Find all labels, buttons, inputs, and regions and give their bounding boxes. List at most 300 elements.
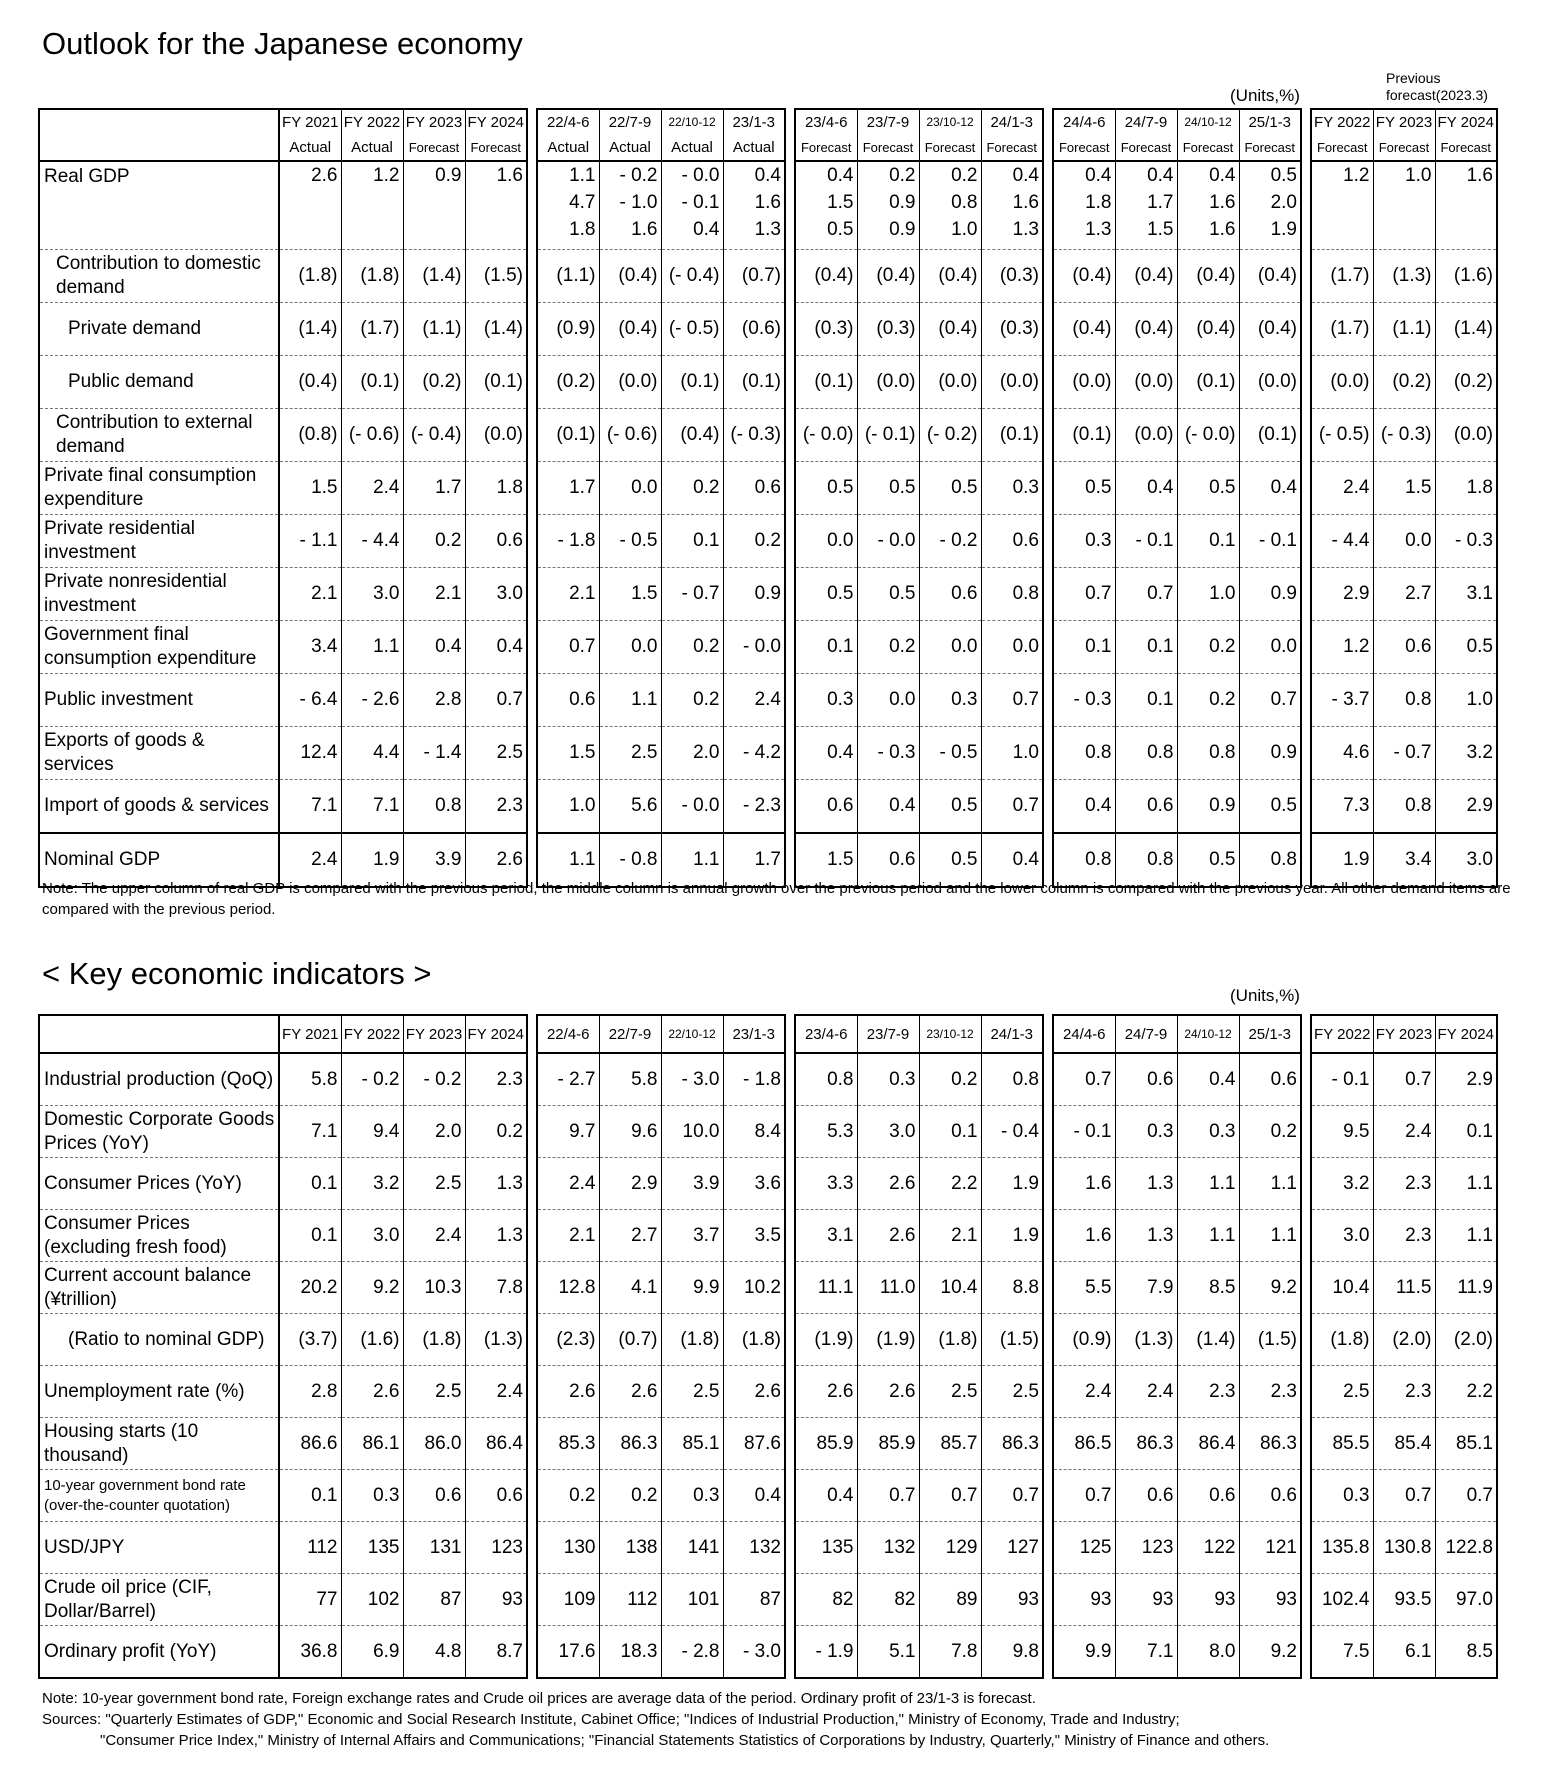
- column-header: [661, 109, 723, 161]
- column-header: 25/1-3: [1239, 1015, 1301, 1053]
- row-label: Unemployment rate (%): [39, 1366, 279, 1418]
- row-label: Crude oil price (CIF, Dollar/Barrel): [39, 1574, 279, 1626]
- group-gap: [527, 621, 537, 674]
- value-cell: 9.2: [1239, 1262, 1301, 1314]
- value-cell: 2.3: [465, 1053, 527, 1106]
- value-cell: (1.4): [1177, 1314, 1239, 1366]
- value-cell: 2.6: [465, 833, 527, 887]
- value-cell: 8.7: [465, 1626, 527, 1679]
- sources-line-2: "Consumer Price Index," Ministry of Internal Affairs and Communications; "Financial Statements Statistics of Corporations by Industry, Quarterly," Ministry of Finance and others.: [100, 1732, 1270, 1749]
- value-cell: 6.1: [1373, 1626, 1435, 1679]
- value-cell: 2.3: [465, 780, 527, 834]
- value-cell: 17.6: [537, 1626, 599, 1679]
- value-cell: 1.0: [537, 780, 599, 834]
- value-cell: 82: [795, 1574, 857, 1626]
- real-gdp-lower-value: 1.6: [631, 219, 658, 240]
- value-cell: 1.7: [537, 462, 599, 515]
- value-cell: 0.5: [919, 833, 981, 887]
- value-cell: 138: [599, 1522, 661, 1574]
- value-cell: 0.9: [1239, 568, 1301, 621]
- group-gap: [785, 356, 795, 409]
- value-cell: (0.0): [1053, 356, 1115, 409]
- group-gap: [1043, 303, 1053, 356]
- value-cell: 85.3: [537, 1418, 599, 1470]
- group-gap: [527, 462, 537, 515]
- real-gdp-middle-value: [404, 189, 462, 216]
- value-cell: 2.5: [661, 1366, 723, 1418]
- value-cell: 109: [537, 1574, 599, 1626]
- group-gap: [527, 303, 537, 356]
- value-cell: (0.7): [723, 250, 785, 303]
- row-label: Government final consumption expenditure: [39, 621, 279, 674]
- value-cell: 2.6: [857, 1158, 919, 1210]
- group-gap: [527, 515, 537, 568]
- value-cell: 0.3: [1053, 515, 1115, 568]
- value-cell: 1.1: [1435, 1158, 1497, 1210]
- real-gdp-cell: [661, 161, 723, 250]
- real-gdp-lower-value: 1.3: [754, 219, 781, 240]
- column-period: FY 2022: [1314, 114, 1371, 131]
- value-cell: 3.2: [341, 1158, 403, 1210]
- group-gap: [785, 1053, 795, 1106]
- value-cell: (1.4): [465, 303, 527, 356]
- value-cell: 4.4: [341, 727, 403, 780]
- value-cell: 0.7: [981, 674, 1043, 727]
- group-gap: [785, 674, 795, 727]
- value-cell: 85.7: [919, 1418, 981, 1470]
- value-cell: 0.7: [465, 674, 527, 727]
- real-gdp-lower-value: 0.9: [889, 219, 916, 240]
- value-cell: 86.5: [1053, 1418, 1115, 1470]
- value-cell: 86.1: [341, 1418, 403, 1470]
- real-gdp-lower-value: [1312, 216, 1370, 243]
- value-cell: 10.4: [919, 1262, 981, 1314]
- value-cell: 2.1: [537, 568, 599, 621]
- value-cell: 2.9: [1435, 780, 1497, 834]
- value-cell: 2.2: [919, 1158, 981, 1210]
- value-cell: 3.5: [723, 1210, 785, 1262]
- value-cell: 3.6: [723, 1158, 785, 1210]
- group-gap: [1043, 1262, 1053, 1314]
- row-label: Contribution to external demand: [39, 409, 279, 462]
- value-cell: 1.9: [341, 833, 403, 887]
- value-cell: (1.8): [341, 250, 403, 303]
- value-cell: (1.1): [403, 303, 465, 356]
- value-cell: 0.6: [981, 515, 1043, 568]
- real-gdp-cell: [599, 161, 661, 250]
- value-cell: 85.1: [661, 1418, 723, 1470]
- value-cell: (0.0): [1435, 409, 1497, 462]
- value-cell: 1.3: [465, 1158, 527, 1210]
- group-gap: [1043, 1106, 1053, 1158]
- real-gdp-lower-value: [1436, 216, 1494, 243]
- column-status: Forecast: [800, 140, 852, 155]
- value-cell: 2.3: [1177, 1366, 1239, 1418]
- value-cell: 3.0: [465, 568, 527, 621]
- row-label: Domestic Corporate Goods Prices (YoY): [39, 1106, 279, 1158]
- value-cell: - 0.0: [857, 515, 919, 568]
- row-label: Public demand: [39, 356, 279, 409]
- indicator-row: [39, 1314, 1497, 1366]
- value-cell: - 1.1: [279, 515, 341, 568]
- previous-forecast-line1: Previous: [1386, 70, 1441, 86]
- column-period: 23/4-6: [804, 114, 848, 131]
- value-cell: 0.7: [857, 1470, 919, 1522]
- column-header: [795, 109, 857, 161]
- value-cell: 1.7: [403, 462, 465, 515]
- group-gap: [785, 727, 795, 780]
- value-cell: 82: [857, 1574, 919, 1626]
- group-gap: [1043, 1470, 1053, 1522]
- value-cell: 127: [981, 1522, 1043, 1574]
- column-header: 23/4-6: [795, 1015, 857, 1053]
- group-gap: [1043, 674, 1053, 727]
- value-cell: 1.9: [1311, 833, 1373, 887]
- column-header: FY 2022: [341, 1015, 403, 1053]
- group-gap: [785, 1574, 795, 1626]
- value-cell: 3.9: [661, 1158, 723, 1210]
- value-cell: (0.4): [857, 250, 919, 303]
- value-cell: - 0.8: [599, 833, 661, 887]
- value-cell: (0.2): [537, 356, 599, 409]
- value-cell: 0.1: [795, 621, 857, 674]
- value-cell: 0.3: [1177, 1106, 1239, 1158]
- value-cell: 86.0: [403, 1418, 465, 1470]
- value-cell: (0.7): [599, 1314, 661, 1366]
- value-cell: 2.7: [599, 1210, 661, 1262]
- value-cell: - 0.2: [341, 1053, 403, 1106]
- value-cell: 130.8: [1373, 1522, 1435, 1574]
- value-cell: 0.6: [919, 568, 981, 621]
- row-label: Nominal GDP: [39, 833, 279, 887]
- column-header: 23/1-3: [723, 1015, 785, 1053]
- value-cell: 1.2: [1311, 621, 1373, 674]
- value-cell: 1.9: [981, 1158, 1043, 1210]
- value-cell: 0.2: [857, 621, 919, 674]
- group-gap: [1301, 1262, 1311, 1314]
- value-cell: (2.0): [1373, 1314, 1435, 1366]
- value-cell: 0.7: [1053, 1470, 1115, 1522]
- value-cell: 0.8: [1373, 780, 1435, 834]
- value-cell: 0.1: [1435, 1106, 1497, 1158]
- group-gap: [1043, 1626, 1053, 1679]
- value-cell: 0.0: [599, 462, 661, 515]
- value-cell: (0.4): [661, 409, 723, 462]
- real-gdp-middle-value: [466, 189, 524, 216]
- value-cell: 0.7: [981, 780, 1043, 834]
- value-cell: 77: [279, 1574, 341, 1626]
- value-cell: 0.5: [919, 462, 981, 515]
- value-cell: (0.4): [1115, 303, 1177, 356]
- row-label: (Ratio to nominal GDP): [39, 1314, 279, 1366]
- value-cell: 0.8: [1115, 727, 1177, 780]
- value-cell: 3.9: [403, 833, 465, 887]
- indicators-units: (Units,%): [1230, 986, 1300, 1005]
- column-period: 24/4-6: [1062, 114, 1106, 131]
- column-header: [599, 109, 661, 161]
- value-cell: 36.8: [279, 1626, 341, 1679]
- real-gdp-middle-value: [1312, 189, 1370, 216]
- value-cell: (- 0.6): [599, 409, 661, 462]
- group-gap: [527, 1574, 537, 1626]
- value-cell: (0.4): [599, 303, 661, 356]
- value-cell: 0.0: [1373, 515, 1435, 568]
- value-cell: 2.9: [1311, 568, 1373, 621]
- group-gap: [527, 727, 537, 780]
- value-cell: 0.2: [1177, 621, 1239, 674]
- value-cell: 1.6: [1053, 1210, 1115, 1262]
- real-gdp-cell: [1053, 161, 1115, 250]
- real-gdp-cell: [795, 161, 857, 250]
- value-cell: 8.8: [981, 1262, 1043, 1314]
- value-cell: 2.9: [599, 1158, 661, 1210]
- value-cell: 4.6: [1311, 727, 1373, 780]
- value-cell: 7.1: [1115, 1626, 1177, 1679]
- value-cell: 0.2: [1177, 674, 1239, 727]
- value-cell: 0.6: [1115, 1053, 1177, 1106]
- value-cell: 0.6: [537, 674, 599, 727]
- value-cell: 2.3: [1239, 1366, 1301, 1418]
- value-cell: 85.9: [857, 1418, 919, 1470]
- outlook-table: [38, 108, 1498, 888]
- value-cell: 101: [661, 1574, 723, 1626]
- value-cell: 5.5: [1053, 1262, 1115, 1314]
- value-cell: (0.2): [1373, 356, 1435, 409]
- indicator-row: [39, 1418, 1497, 1470]
- value-cell: 1.1: [1177, 1210, 1239, 1262]
- value-cell: 0.4: [795, 727, 857, 780]
- column-status: Forecast: [1182, 140, 1234, 155]
- value-cell: 1.3: [1115, 1158, 1177, 1210]
- value-cell: 18.3: [599, 1626, 661, 1679]
- indicators-header-row: [39, 1015, 1497, 1053]
- value-cell: 93: [981, 1574, 1043, 1626]
- group-gap: [1043, 109, 1053, 161]
- value-cell: - 0.1: [1053, 1106, 1115, 1158]
- value-cell: 93: [1239, 1574, 1301, 1626]
- value-cell: 7.8: [919, 1626, 981, 1679]
- value-cell: 10.2: [723, 1262, 785, 1314]
- value-cell: 3.3: [795, 1158, 857, 1210]
- value-cell: 2.4: [403, 1210, 465, 1262]
- value-cell: 102.4: [1311, 1574, 1373, 1626]
- real-gdp-cell: [1373, 161, 1435, 250]
- column-status: Forecast: [924, 140, 976, 155]
- value-cell: 1.0: [1177, 568, 1239, 621]
- value-cell: 132: [857, 1522, 919, 1574]
- group-gap: [1301, 1210, 1311, 1262]
- value-cell: 0.1: [279, 1158, 341, 1210]
- value-cell: - 0.4: [981, 1106, 1043, 1158]
- value-cell: 0.6: [403, 1470, 465, 1522]
- real-gdp-upper-value: 0.4: [827, 165, 854, 186]
- value-cell: (1.7): [1311, 303, 1373, 356]
- row-label: Consumer Prices (YoY): [39, 1158, 279, 1210]
- value-cell: 87.6: [723, 1418, 785, 1470]
- value-cell: (1.4): [403, 250, 465, 303]
- value-cell: (1.8): [279, 250, 341, 303]
- value-cell: 0.8: [1053, 727, 1115, 780]
- real-gdp-cell: [1435, 161, 1497, 250]
- value-cell: 0.6: [1239, 1053, 1301, 1106]
- column-period: FY 2024: [1437, 114, 1494, 131]
- group-gap: [1301, 409, 1311, 462]
- value-cell: (0.1): [981, 409, 1043, 462]
- value-cell: 0.2: [661, 674, 723, 727]
- value-cell: 85.9: [795, 1418, 857, 1470]
- indicator-row: [39, 1158, 1497, 1210]
- value-cell: 1.6: [1053, 1158, 1115, 1210]
- group-gap: [1043, 568, 1053, 621]
- real-gdp-middle-value: 1.5: [827, 192, 854, 213]
- value-cell: 0.2: [1239, 1106, 1301, 1158]
- value-cell: 97.0: [1435, 1574, 1497, 1626]
- value-cell: 1.5: [279, 462, 341, 515]
- value-cell: 0.0: [795, 515, 857, 568]
- real-gdp-middle-value: 1.8: [1085, 192, 1112, 213]
- value-cell: 1.3: [465, 1210, 527, 1262]
- value-cell: 1.5: [795, 833, 857, 887]
- value-cell: 5.8: [599, 1053, 661, 1106]
- value-cell: (0.2): [403, 356, 465, 409]
- sources-line-1: Sources: "Quarterly Estimates of GDP," Economic and Social Research Institute, Cabinet Office; "Indices of Industrial Production," Ministry of Economy, Trade and Industry;: [42, 1711, 1180, 1728]
- value-cell: 3.0: [1311, 1210, 1373, 1262]
- value-cell: 2.6: [723, 1366, 785, 1418]
- value-cell: 2.3: [1373, 1158, 1435, 1210]
- real-gdp-lower-value: 1.3: [1085, 219, 1112, 240]
- group-gap: [527, 1522, 537, 1574]
- group-gap: [1043, 161, 1053, 250]
- value-cell: 2.5: [981, 1366, 1043, 1418]
- group-gap: [785, 780, 795, 834]
- value-cell: (0.3): [857, 303, 919, 356]
- value-cell: - 1.4: [403, 727, 465, 780]
- value-cell: 87: [723, 1574, 785, 1626]
- value-cell: 0.4: [1239, 462, 1301, 515]
- group-gap: [1301, 780, 1311, 834]
- indicators-note-text: Note: 10-year government bond rate, Foreign exchange rates and Crude oil prices are average data of the period. Ordinary profit of 23/1-3 is forecast.: [42, 1690, 1036, 1707]
- value-cell: (0.1): [1239, 409, 1301, 462]
- value-cell: 0.5: [1239, 780, 1301, 834]
- value-cell: 0.5: [1177, 462, 1239, 515]
- value-cell: (0.0): [1115, 409, 1177, 462]
- value-cell: 10.4: [1311, 1262, 1373, 1314]
- real-gdp-upper-value: 1.6: [496, 165, 523, 186]
- group-gap: [527, 1015, 537, 1053]
- value-cell: - 0.1: [1115, 515, 1177, 568]
- value-cell: 86.3: [1239, 1418, 1301, 1470]
- value-cell: 7.8: [465, 1262, 527, 1314]
- real-gdp-upper-value: 1.1: [569, 165, 596, 186]
- value-cell: 86.4: [1177, 1418, 1239, 1470]
- value-cell: 2.3: [1373, 1210, 1435, 1262]
- value-cell: 2.6: [857, 1366, 919, 1418]
- real-gdp-middle-value: [1436, 189, 1494, 216]
- group-gap: [1043, 621, 1053, 674]
- column-status: Actual: [732, 139, 775, 156]
- real-gdp-cell: [1311, 161, 1373, 250]
- real-gdp-cell: [723, 161, 785, 250]
- real-gdp-cell: [403, 161, 465, 250]
- real-gdp-cell: [981, 161, 1043, 250]
- value-cell: 89: [919, 1574, 981, 1626]
- real-gdp-upper-value: 0.2: [951, 165, 978, 186]
- value-cell: 2.8: [279, 1366, 341, 1418]
- real-gdp-middle-value: 1.6: [1012, 192, 1039, 213]
- outlook-row: [39, 250, 1497, 303]
- column-status: Actual: [547, 139, 590, 156]
- value-cell: 87: [403, 1574, 465, 1626]
- value-cell: - 2.6: [341, 674, 403, 727]
- value-cell: (1.1): [537, 250, 599, 303]
- group-gap: [1301, 727, 1311, 780]
- value-cell: - 2.3: [723, 780, 785, 834]
- group-gap: [527, 1418, 537, 1470]
- real-gdp-upper-value: 1.6: [1466, 165, 1493, 186]
- real-gdp-middle-value: - 0.1: [681, 192, 720, 213]
- value-cell: 0.4: [403, 621, 465, 674]
- value-cell: 121: [1239, 1522, 1301, 1574]
- value-cell: 0.6: [1239, 1470, 1301, 1522]
- value-cell: 86.3: [1115, 1418, 1177, 1470]
- value-cell: 135: [795, 1522, 857, 1574]
- group-gap: [527, 109, 537, 161]
- outlook-row: [39, 780, 1497, 834]
- group-gap: [785, 1522, 795, 1574]
- outlook-row: [39, 674, 1497, 727]
- real-gdp-upper-value: 0.9: [435, 165, 462, 186]
- value-cell: 0.9: [1177, 780, 1239, 834]
- value-cell: - 1.9: [795, 1626, 857, 1679]
- value-cell: 7.5: [1311, 1626, 1373, 1679]
- value-cell: 0.0: [857, 674, 919, 727]
- value-cell: 2.4: [465, 1366, 527, 1418]
- value-cell: 9.9: [661, 1262, 723, 1314]
- value-cell: 0.4: [1053, 780, 1115, 834]
- group-gap: [527, 1314, 537, 1366]
- column-header: [341, 109, 403, 161]
- value-cell: - 6.4: [279, 674, 341, 727]
- column-header: 24/1-3: [981, 1015, 1043, 1053]
- value-cell: 0.5: [795, 462, 857, 515]
- value-cell: 135: [341, 1522, 403, 1574]
- value-cell: 2.6: [857, 1210, 919, 1262]
- group-gap: [527, 1210, 537, 1262]
- real-gdp-lower-value: [1374, 216, 1432, 243]
- value-cell: 1.5: [599, 568, 661, 621]
- value-cell: (0.0): [919, 356, 981, 409]
- value-cell: 0.6: [1177, 1470, 1239, 1522]
- group-gap: [785, 568, 795, 621]
- column-period: FY 2022: [343, 114, 401, 131]
- value-cell: (0.4): [919, 250, 981, 303]
- value-cell: 1.8: [1435, 462, 1497, 515]
- value-cell: 0.7: [537, 621, 599, 674]
- group-gap: [1043, 780, 1053, 834]
- group-gap: [1301, 621, 1311, 674]
- column-header: [981, 109, 1043, 161]
- value-cell: 0.4: [857, 780, 919, 834]
- indicators-title: < Key economic indicators >: [42, 956, 432, 991]
- value-cell: (0.1): [465, 356, 527, 409]
- indicator-row: [39, 1262, 1497, 1314]
- value-cell: 123: [465, 1522, 527, 1574]
- value-cell: (1.8): [1311, 1314, 1373, 1366]
- value-cell: 0.6: [1115, 780, 1177, 834]
- value-cell: 7.9: [1115, 1262, 1177, 1314]
- outlook-row: [39, 303, 1497, 356]
- real-gdp-upper-value: 0.4: [754, 165, 781, 186]
